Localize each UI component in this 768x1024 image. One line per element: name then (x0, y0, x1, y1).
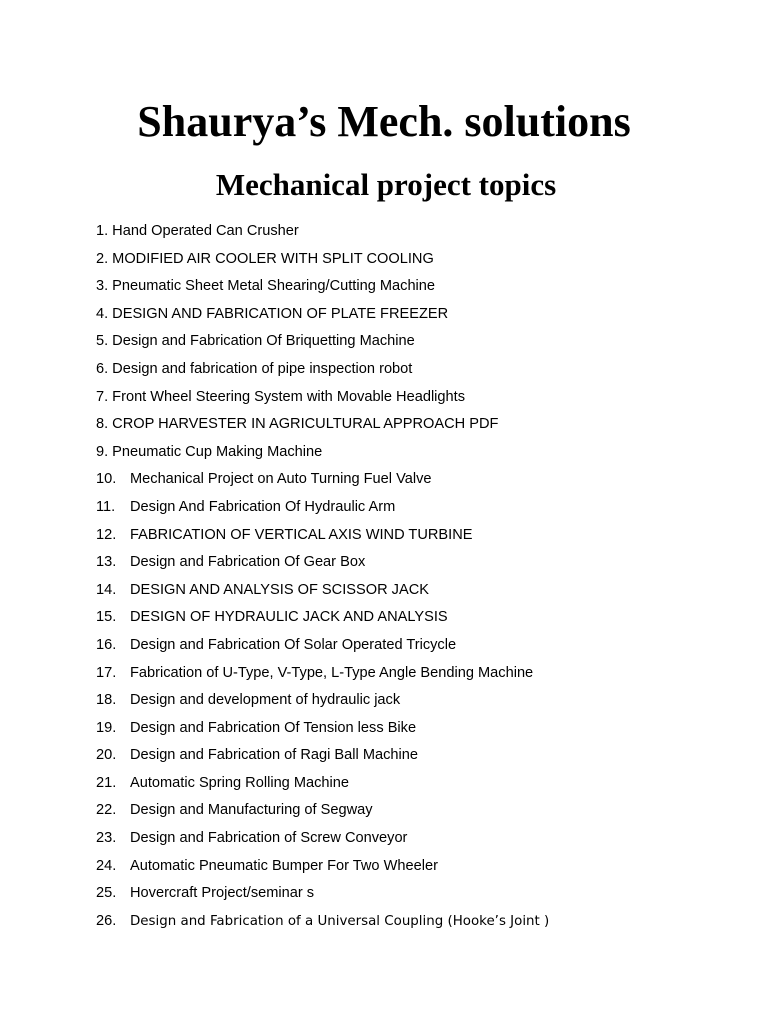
item-text: Design and Fabrication Of Tension less Bike (130, 719, 417, 736)
item-text: MODIFIED AIR COOLER WITH SPLIT COOLING (112, 250, 434, 267)
list-item (96, 411, 756, 439)
item-number: 15. (96, 609, 117, 626)
page-title: Shaurya’s Mech. solutions (137, 97, 631, 146)
item-text: Design and Fabrication Of Gear Box (130, 554, 366, 571)
list-item (96, 632, 756, 660)
item-text: Design and Fabrication of Ragi Ball Machine (130, 747, 418, 764)
item-text: FABRICATION OF VERTICAL AXIS WIND TURBINE (130, 526, 473, 543)
item-number: 9. (96, 443, 109, 460)
list-item (96, 273, 756, 301)
item-number: 25. (96, 885, 117, 902)
item-number: 8. (96, 416, 109, 433)
item-text: Hovercraft Project/seminar s (130, 885, 315, 902)
list-item (96, 660, 756, 688)
item-text: CROP HARVESTER IN AGRICULTURAL APPROACH PDF (112, 416, 499, 433)
item-number: 13. (96, 554, 117, 571)
list-item (96, 439, 756, 467)
item-number: 2. (96, 250, 109, 267)
item-number: 14. (96, 581, 117, 598)
item-text: Design and development of hydraulic jack (130, 692, 401, 709)
item-text: Design And Fabrication Of Hydraulic Arm (130, 498, 396, 515)
item-number: 23. (96, 830, 117, 847)
item-text: DESIGN OF HYDRAULIC JACK AND ANALYSIS (130, 609, 448, 626)
list-item (96, 466, 756, 494)
item-text: Front Wheel Steering System with Movable Headlights (112, 388, 466, 405)
list-item (96, 246, 756, 274)
item-number: 12. (96, 526, 117, 543)
list-item (96, 549, 756, 577)
item-text: Hand Operated Can Crusher (112, 223, 299, 239)
item-number: 16. (96, 636, 117, 653)
list-item (96, 494, 756, 522)
list-item (96, 770, 756, 798)
list-item (96, 825, 756, 853)
topic-list (96, 218, 756, 935)
list-item (96, 577, 756, 605)
item-number: 20. (96, 747, 117, 764)
item-text: Automatic Spring Rolling Machine (130, 774, 350, 791)
list-item (96, 604, 756, 632)
item-number: 11. (96, 498, 116, 515)
item-number: 3. (96, 278, 109, 295)
item-text: Pneumatic Cup Making Machine (112, 443, 323, 460)
item-number: 21. (96, 774, 117, 791)
item-number: 4. (96, 305, 109, 322)
item-text: Fabrication of U-Type, V-Type, L-Type Angle Bending Machine (130, 664, 534, 681)
list-item (96, 715, 756, 743)
item-text: Automatic Pneumatic Bumper For Two Wheeler (130, 857, 438, 874)
item-number: 10. (96, 471, 117, 488)
item-text: Design and Fabrication of Screw Conveyor (130, 830, 408, 847)
item-number: 17. (96, 664, 117, 681)
list-item (96, 908, 756, 936)
list-item (96, 797, 756, 825)
list-item (96, 880, 756, 908)
list-item (96, 356, 756, 384)
item-text: DESIGN AND ANALYSIS OF SCISSOR JACK (130, 581, 429, 598)
page-subtitle: Mechanical project topics (215, 167, 557, 202)
list-item (96, 687, 756, 715)
item-text: Mechanical Project on Auto Turning Fuel Valve (130, 471, 432, 488)
list-item (96, 742, 756, 770)
item-number: 24. (96, 857, 117, 874)
list-item (96, 384, 756, 412)
item-number: 19. (96, 719, 117, 736)
item-number: 5. (96, 333, 109, 350)
list-item (96, 522, 756, 550)
list-item (96, 328, 756, 356)
item-number: 7. (96, 388, 109, 405)
item-number: 6. (96, 360, 109, 377)
item-text: Design and Fabrication Of Briquetting Machine (112, 333, 415, 350)
item-number: 1. (96, 223, 109, 239)
item-number: 22. (96, 802, 117, 819)
item-number: 26. (96, 912, 117, 929)
item-text: DESIGN AND FABRICATION OF PLATE FREEZER (112, 305, 449, 322)
item-text: Pneumatic Sheet Metal Shearing/Cutting Machine (112, 278, 436, 295)
item-number: 18. (96, 692, 117, 709)
item-text: Design and Fabrication Of Solar Operated Tricycle (130, 636, 457, 653)
item-text: Design and fabrication of pipe inspection robot (112, 360, 413, 377)
item-text: Design and Fabrication of a Universal Coupling (Hooke’s Joint ) (130, 913, 550, 929)
list-item (96, 301, 756, 329)
list-item (96, 853, 756, 881)
list-item (96, 218, 756, 246)
item-text: Design and Manufacturing of Segway (130, 802, 373, 819)
